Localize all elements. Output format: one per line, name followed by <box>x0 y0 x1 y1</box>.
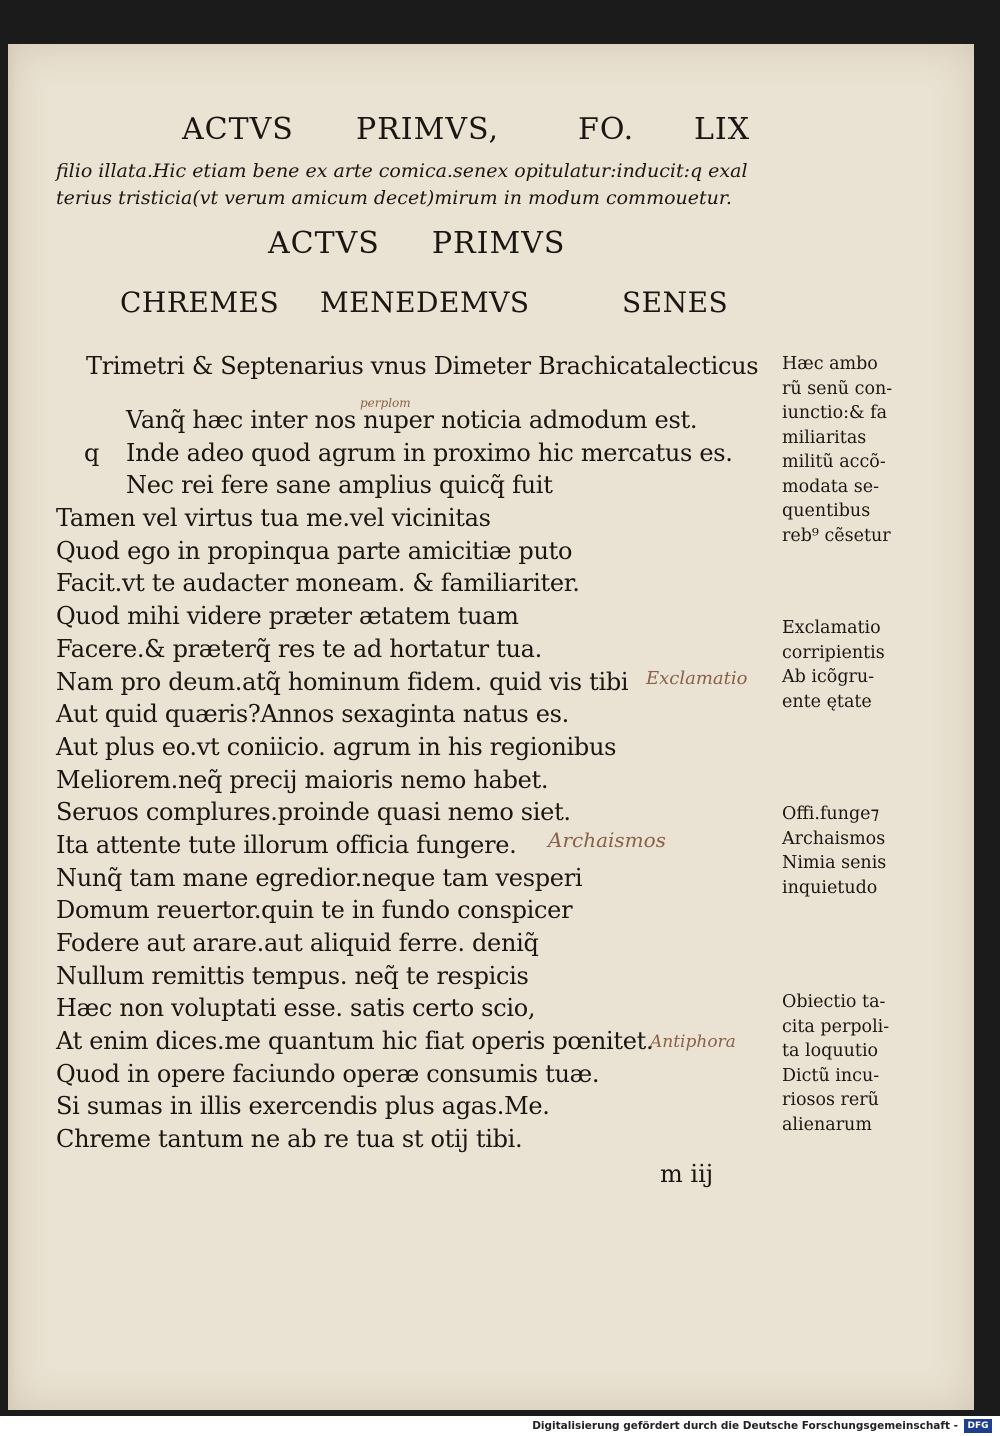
verse-line: Nullum remittis tempus. neq̃ te respicis <box>56 961 529 990</box>
verse-line: Quod mihi videre præter ætatem tuam <box>56 602 519 631</box>
verse-line: Vanq̃ hæc inter nos nuper noticia admodum est. <box>126 406 698 434</box>
verse-line: Quod ego in propinqua parte amicitiæ puto <box>56 536 573 565</box>
verse-line: Seruos complures.proinde quasi nemo siet. <box>56 798 571 827</box>
handwritten-annotation: Exclamatio <box>646 668 748 689</box>
dfg-logo: DFG <box>964 1419 992 1433</box>
handwritten-annotation: perplom <box>360 396 411 410</box>
verse-line: Ita attente tute illorum officia fungere. <box>56 830 517 859</box>
verse-line: Nec rei fere sane amplius quicq̃ fuit <box>126 471 553 500</box>
verse-line: Tamen vel virtus tua me.vel vicinitas <box>56 504 491 533</box>
person-chremes: CHREMES <box>120 286 280 319</box>
intro-line: terius tristicia(vt verum amicum decet)mirum in modum commouetur. <box>56 187 732 209</box>
verse-line: Aut quid quæris?Annos sexaginta natus es. <box>56 700 570 729</box>
person-menedemus: MENEDEMVS <box>320 286 530 319</box>
meter-note: Trimetri & Septenarius vnus Dimeter Brachicatalecticus <box>86 352 759 380</box>
running-head <box>180 112 780 156</box>
digitization-credit: Digitalisierung gefördert durch die Deutsche Forschungsgemeinschaft - <box>532 1420 958 1432</box>
margin-gloss-3: Offi.funge⁊ Archaismos Nimia senis inquietudo <box>782 804 887 898</box>
verse-line: q Inde adeo quod agrum in proximo hic mercatus es. <box>56 437 776 470</box>
act-title-word: ACTVS <box>268 226 380 261</box>
verse-marker: q <box>84 438 100 467</box>
verse-line: Domum reuertor.quin te in fundo conspicer <box>56 896 573 925</box>
signature-mark: m iij <box>660 1160 714 1188</box>
handwritten-annotation: Antiphora <box>650 1032 736 1052</box>
verse-line: Meliorem.neq̃ precij maioris nemo habet. <box>56 765 549 794</box>
running-head-act: ACTVS <box>182 112 294 147</box>
verse-line: Quod in opere faciundo operæ consumis tuæ. <box>56 1059 600 1088</box>
running-head-fo: FO. <box>578 112 635 147</box>
verse-line: Aut plus eo.vt coniicio. agrum in his regionibus <box>56 732 617 761</box>
handwritten-annotation: Archaismos <box>548 828 666 852</box>
page-gutter-shadow <box>8 44 16 1410</box>
verse-line: Facere.& præterq̃ res te ad hortatur tua. <box>56 634 542 663</box>
margin-gloss-2: Exclamatio corripientis Ab icõgru- ente ętate <box>782 618 885 712</box>
verse-line: Si sumas in illis exercendis plus agas.Me. <box>56 1092 550 1121</box>
running-head-folio: LIX <box>694 112 751 147</box>
verse-line: Nunq̃ tam mane egredior.neque tam vesperi <box>56 863 583 892</box>
margin-gloss-4: Obiectio ta- cita perpoli- ta loquutio Dictũ incu- riosos rerũ alienarum <box>782 992 890 1135</box>
verse-line: Nam pro deum.atq̃ hominum fidem. quid vis tibi <box>56 667 629 696</box>
act-title <box>268 226 617 261</box>
running-head-primus: PRIMVS, <box>356 112 500 147</box>
verse-line: At enim dices.me quantum hic fiat operis pœnitet. <box>56 1027 654 1056</box>
verse-line: Fodere aut arare.aut aliquid ferre. deniq̃ <box>56 929 539 957</box>
act-title-word: PRIMVS <box>431 226 566 261</box>
intro-line: filio illata.Hic etiam bene ex arte comica.senex opitulatur:inducit:q exal <box>56 160 748 182</box>
verse-line: Facit.vt te audacter moneam. & familiariter. <box>56 569 580 598</box>
margin-gloss-1: Hæc ambo rũ senũ con- iunctio:& fa miliaritas militũ accõ- modata se- quentibus reb⁹ cẽsetur <box>782 354 893 546</box>
verse-line: Chreme tantum ne ab re tua st otij tibi. <box>56 1125 523 1154</box>
intro-paragraph <box>56 158 796 212</box>
verse-line: Hæc non voluptati esse. satis certo scio, <box>56 994 536 1023</box>
person-senes: SENES <box>622 286 729 319</box>
